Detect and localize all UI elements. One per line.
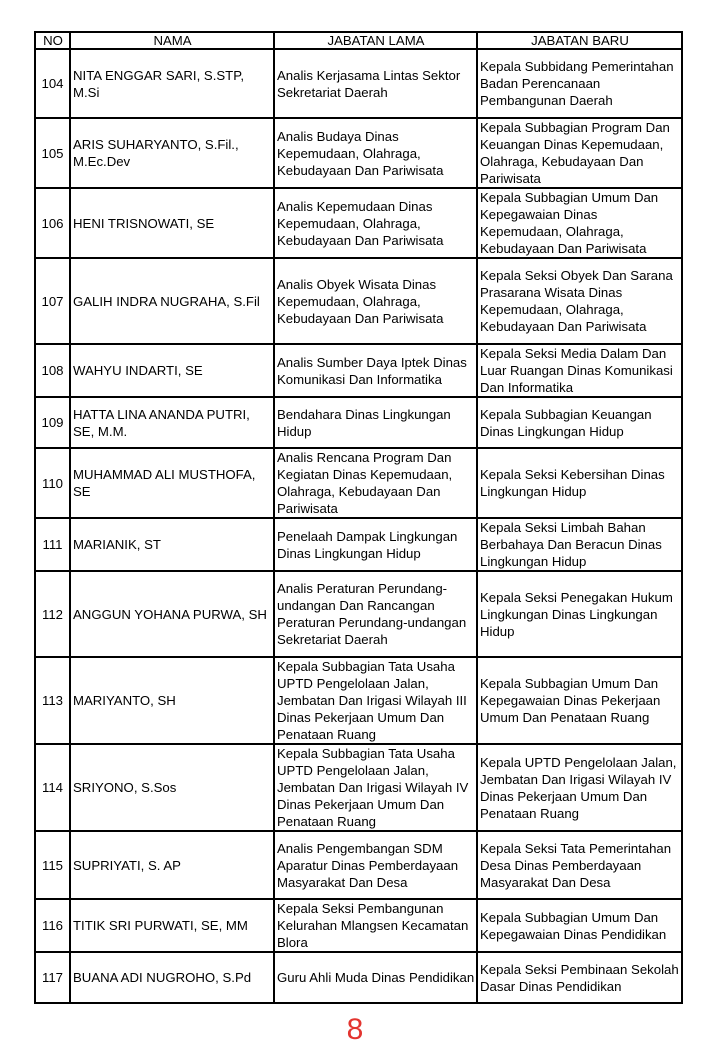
- table-row: [35, 831, 682, 899]
- table-body: [35, 49, 682, 1003]
- cell-nama: ARIS SUHARYANTO, S.Fil., M.Ec.Dev: [70, 118, 274, 188]
- cell-jabatan-baru: Kepala Subbagian Umum Dan Kepegawaian Dinas Kepemudaan, Olahraga, Kebudayaan Dan Pariwisata: [477, 188, 682, 258]
- cell-jabatan-baru: Kepala Seksi Kebersihan Dinas Lingkungan Hidup: [477, 448, 682, 518]
- cell-jabatan-lama: Penelaah Dampak Lingkungan Dinas Lingkungan Hidup: [274, 518, 477, 571]
- table-row: [35, 571, 682, 657]
- cell-jabatan-lama: Bendahara Dinas Lingkungan Hidup: [274, 397, 477, 448]
- cell-nama: HENI TRISNOWATI, SE: [70, 188, 274, 258]
- cell-jabatan-lama: Analis Pengembangan SDM Aparatur Dinas Pemberdayaan Masyarakat Dan Desa: [274, 831, 477, 899]
- cell-jabatan-baru: Kepala Seksi Penegakan Hukum Lingkungan Dinas Lingkungan Hidup: [477, 571, 682, 657]
- cell-nama: TITIK SRI PURWATI, SE, MM: [70, 899, 274, 952]
- header-jabatan-baru: JABATAN BARU: [477, 32, 682, 49]
- cell-jabatan-baru: Kepala Seksi Media Dalam Dan Luar Ruangan Dinas Komunikasi Dan Informatika: [477, 344, 682, 397]
- cell-jabatan-baru: Kepala Subbagian Umum Dan Kepegawaian Dinas Pekerjaan Umum Dan Penataan Ruang: [477, 657, 682, 744]
- cell-jabatan-baru: Kepala Seksi Limbah Bahan Berbahaya Dan Beracun Dinas Lingkungan Hidup: [477, 518, 682, 571]
- table-row: [35, 118, 682, 188]
- cell-no: 113: [35, 657, 70, 744]
- cell-no: 116: [35, 899, 70, 952]
- table-row: [35, 518, 682, 571]
- table-row: [35, 657, 682, 744]
- cell-nama: SUPRIYATI, S. AP: [70, 831, 274, 899]
- header-row: [35, 32, 682, 49]
- table-row: [35, 397, 682, 448]
- cell-jabatan-lama: Kepala Subbagian Tata Usaha UPTD Pengelolaan Jalan, Jembatan Dan Irigasi Wilayah III Dinas Pekerjaan Umum Dan Penataan Ruang: [274, 657, 477, 744]
- header-nama: NAMA: [70, 32, 274, 49]
- cell-jabatan-lama: Analis Kerjasama Lintas Sektor Sekretariat Daerah: [274, 49, 477, 118]
- cell-jabatan-lama: Kepala Subbagian Tata Usaha UPTD Pengelolaan Jalan, Jembatan Dan Irigasi Wilayah IV Dinas Pekerjaan Umum Dan Penataan Ruang: [274, 744, 477, 831]
- table-row: [35, 744, 682, 831]
- cell-nama: MARIANIK, ST: [70, 518, 274, 571]
- cell-jabatan-lama: Kepala Seksi Pembangunan Kelurahan Mlangsen Kecamatan Blora: [274, 899, 477, 952]
- cell-nama: MUHAMMAD ALI MUSTHOFA, SE: [70, 448, 274, 518]
- cell-jabatan-baru: Kepala UPTD Pengelolaan Jalan, Jembatan Dan Irigasi Wilayah IV Dinas Pekerjaan Umum Dan Penataan Ruang: [477, 744, 682, 831]
- table-row: [35, 899, 682, 952]
- cell-no: 114: [35, 744, 70, 831]
- table-row: [35, 188, 682, 258]
- cell-jabatan-baru: Kepala Seksi Pembinaan Sekolah Dasar Dinas Pendidikan: [477, 952, 682, 1003]
- header-jabatan-lama: JABATAN LAMA: [274, 32, 477, 49]
- table-row: [35, 49, 682, 118]
- cell-jabatan-lama: Analis Budaya Dinas Kepemudaan, Olahraga, Kebudayaan Dan Pariwisata: [274, 118, 477, 188]
- cell-jabatan-lama: Analis Sumber Daya Iptek Dinas Komunikasi Dan Informatika: [274, 344, 477, 397]
- cell-no: 104: [35, 49, 70, 118]
- cell-nama: MARIYANTO, SH: [70, 657, 274, 744]
- cell-jabatan-lama: Analis Obyek Wisata Dinas Kepemudaan, Olahraga, Kebudayaan Dan Pariwisata: [274, 258, 477, 344]
- cell-jabatan-baru: Kepala Seksi Tata Pemerintahan Desa Dinas Pemberdayaan Masyarakat Dan Desa: [477, 831, 682, 899]
- cell-jabatan-baru: Kepala Subbagian Umum Dan Kepegawaian Dinas Pendidikan: [477, 899, 682, 952]
- table-header: [35, 32, 682, 49]
- cell-nama: SRIYONO, S.Sos: [70, 744, 274, 831]
- cell-no: 117: [35, 952, 70, 1003]
- table-row: [35, 344, 682, 397]
- cell-nama: GALIH INDRA NUGRAHA, S.Fil: [70, 258, 274, 344]
- cell-no: 107: [35, 258, 70, 344]
- cell-jabatan-lama: Analis Rencana Program Dan Kegiatan Dinas Kepemudaan, Olahraga, Kebudayaan Dan Pariwisata: [274, 448, 477, 518]
- cell-no: 106: [35, 188, 70, 258]
- cell-nama: HATTA LINA ANANDA PUTRI, SE, M.M.: [70, 397, 274, 448]
- cell-jabatan-baru: Kepala Subbidang Pemerintahan Badan Perencanaan Pembangunan Daerah: [477, 49, 682, 118]
- cell-no: 115: [35, 831, 70, 899]
- cell-nama: ANGGUN YOHANA PURWA, SH: [70, 571, 274, 657]
- cell-jabatan-baru: Kepala Subbagian Program Dan Keuangan Dinas Kepemudaan, Olahraga, Kebudayaan Dan Pariwisata: [477, 118, 682, 188]
- cell-no: 110: [35, 448, 70, 518]
- cell-no: 108: [35, 344, 70, 397]
- cell-no: 109: [35, 397, 70, 448]
- cell-jabatan-baru: Kepala Seksi Obyek Dan Sarana Prasarana Wisata Dinas Kepemudaan, Olahraga, Kebudayaan Dan Pariwisata: [477, 258, 682, 344]
- officials-table: [34, 31, 683, 1004]
- cell-no: 105: [35, 118, 70, 188]
- header-no: NO: [35, 32, 70, 49]
- cell-jabatan-lama: Analis Kepemudaan Dinas Kepemudaan, Olahraga, Kebudayaan Dan Pariwisata: [274, 188, 477, 258]
- cell-jabatan-lama: Analis Peraturan Perundang-undangan Dan Rancangan Peraturan Perundang-undangan Sekretariat Daerah: [274, 571, 477, 657]
- cell-nama: BUANA ADI NUGROHO, S.Pd: [70, 952, 274, 1003]
- table-row: [35, 952, 682, 1003]
- cell-no: 111: [35, 518, 70, 571]
- cell-jabatan-lama: Guru Ahli Muda Dinas Pendidikan: [274, 952, 477, 1003]
- cell-nama: WAHYU INDARTI, SE: [70, 344, 274, 397]
- table-row: [35, 258, 682, 344]
- table-row: [35, 448, 682, 518]
- cell-nama: NITA ENGGAR SARI, S.STP, M.Si: [70, 49, 274, 118]
- cell-no: 112: [35, 571, 70, 657]
- cell-jabatan-baru: Kepala Subbagian Keuangan Dinas Lingkungan Hidup: [477, 397, 682, 448]
- page-number: 8: [346, 1013, 364, 1046]
